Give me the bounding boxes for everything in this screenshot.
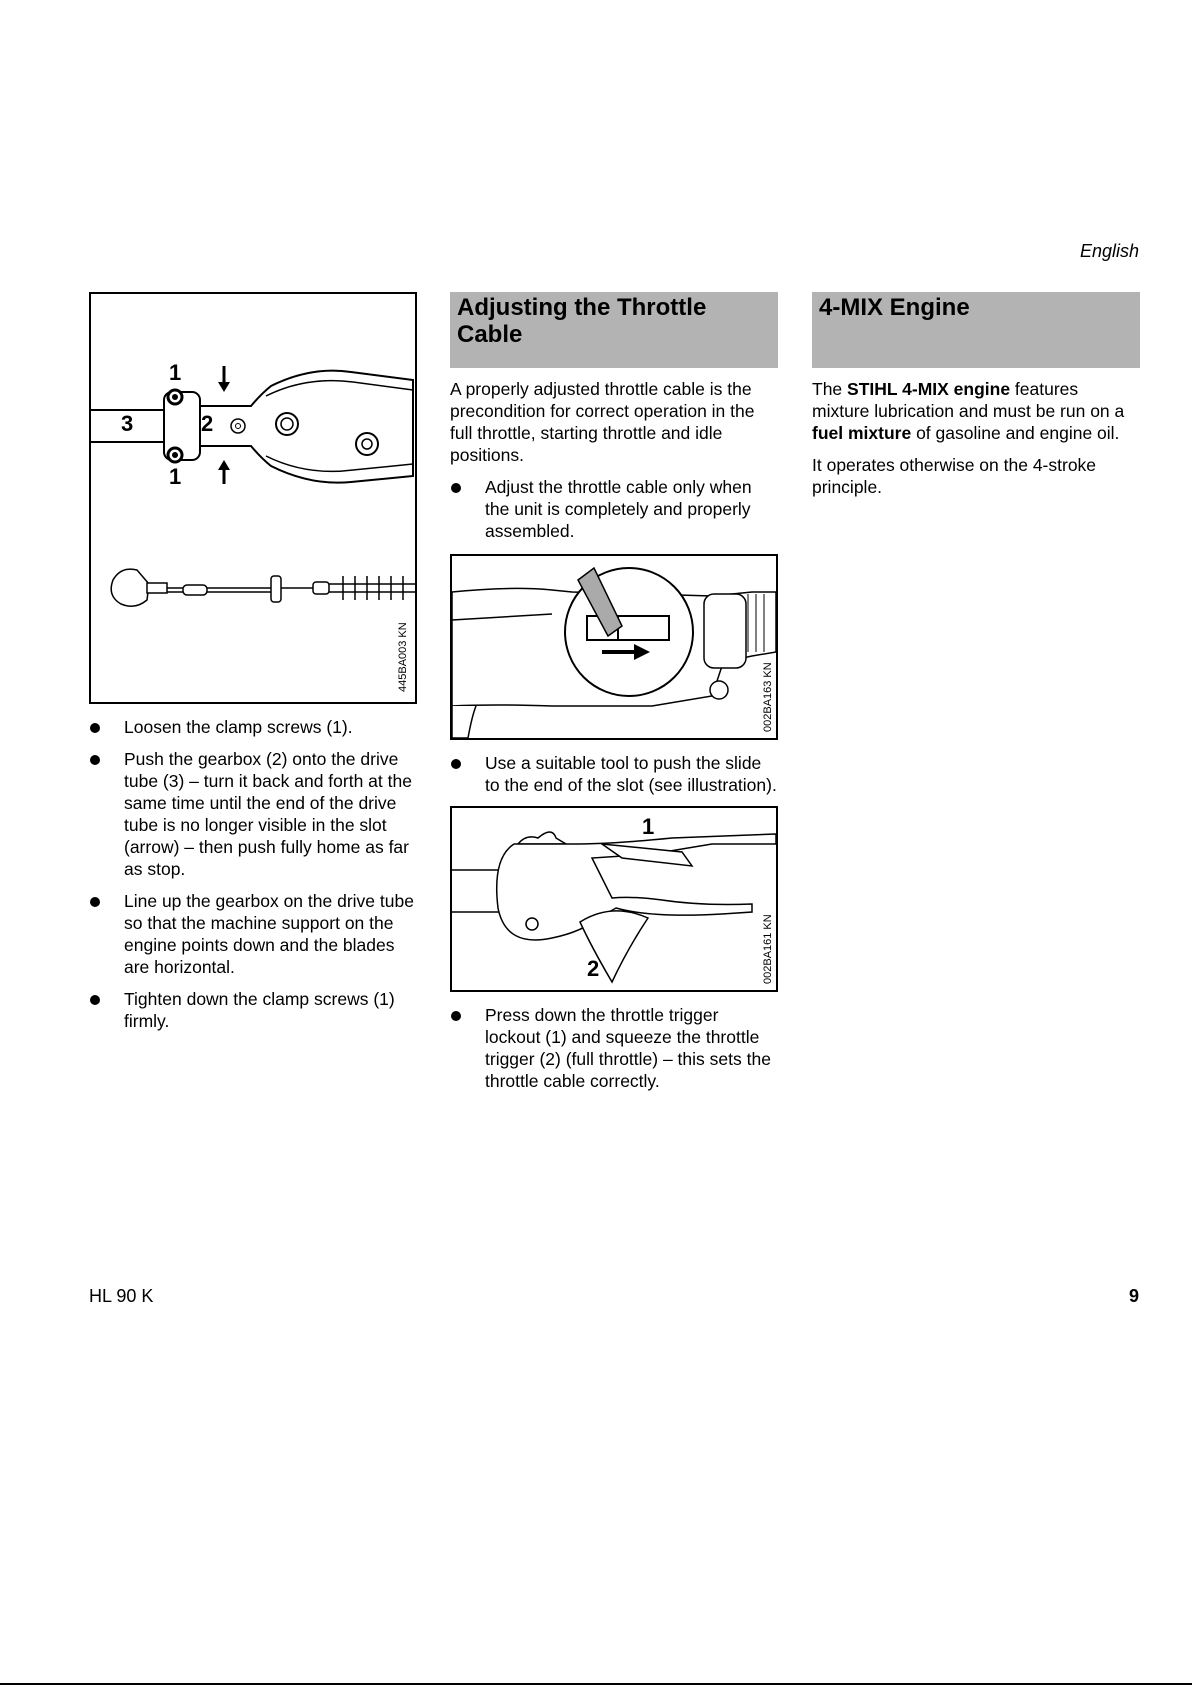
engine-paragraph-2: It operates otherwise on the 4-stroke principle. — [812, 455, 1097, 497]
list-item: Line up the gearbox on the drive tube so that the machine support on the engine points down and the blades are horizontal. — [89, 890, 417, 978]
bullet-icon — [90, 723, 100, 733]
label-trigger-lockout: 1 — [642, 814, 655, 839]
list-item: Tighten down the clamp screws (1) firmly. — [89, 988, 417, 1032]
gearbox-steps — [89, 716, 417, 1032]
figure-gearbox-mounting — [89, 292, 417, 704]
model-name: HL 90 K — [89, 1286, 154, 1306]
bullet-icon — [451, 483, 461, 493]
bullet-icon — [90, 755, 100, 765]
figure-throttle-trigger — [450, 806, 778, 992]
slide-adjust-illustration — [452, 556, 776, 738]
column-gearbox — [89, 292, 417, 1042]
column-throttle-cable — [450, 292, 778, 1102]
throttle-trigger-illustration — [452, 808, 776, 990]
section-heading: 4-MIX Engine — [812, 292, 1140, 368]
intro-paragraph: A properly adjusted throttle cable is the precondition for correct operation in the full throttle, starting throttle and idle positions. — [450, 379, 755, 465]
column-4mix-engine — [812, 292, 1140, 498]
gearbox-illustration — [91, 294, 415, 702]
figure-code: 002BA163 KN — [762, 662, 774, 732]
figure-slide-adjust — [450, 554, 778, 740]
language-label: English — [1079, 241, 1139, 261]
bullet-icon — [90, 897, 100, 907]
label-clamp-screw-bottom: 1 — [169, 464, 182, 489]
label-drive-tube: 3 — [121, 411, 134, 436]
label-clamp-screw-top: 1 — [169, 360, 182, 385]
throttle-steps-1 — [450, 476, 778, 542]
list-item: Adjust the throttle cable only when the unit is completely and properly assembled. — [450, 476, 778, 542]
figure-code: 445BA003 KN — [397, 622, 409, 692]
throttle-steps-3 — [450, 1004, 778, 1092]
list-item: Press down the throttle trigger lockout (1) and squeeze the throttle trigger (2) (full throttle) – this sets the throttle cable correctly. — [450, 1004, 778, 1092]
bullet-icon — [90, 995, 100, 1005]
bullet-icon — [451, 759, 461, 769]
engine-paragraph: The STIHL 4-MIX engine features mixture lubrication and must be run on a fuel mixture of gasoline and engine oil. — [812, 379, 1125, 443]
section-heading: Adjusting the Throttle Cable — [450, 292, 778, 368]
list-item: Loosen the clamp screws (1). — [89, 716, 417, 738]
list-item: Push the gearbox (2) onto the drive tube (3) – turn it back and forth at the same time until the end of the drive tube is no longer visible in the slot (arrow) – then push fully home as far as stop. — [89, 748, 417, 880]
label-throttle-trigger: 2 — [587, 956, 600, 981]
label-gearbox: 2 — [201, 411, 214, 436]
page-number: 9 — [1128, 1286, 1139, 1306]
figure-code: 002BA161 KN — [762, 914, 774, 984]
throttle-steps-2 — [450, 752, 778, 796]
list-item: Use a suitable tool to push the slide to the end of the slot (see illustration). — [450, 752, 778, 796]
bullet-icon — [451, 1011, 461, 1021]
